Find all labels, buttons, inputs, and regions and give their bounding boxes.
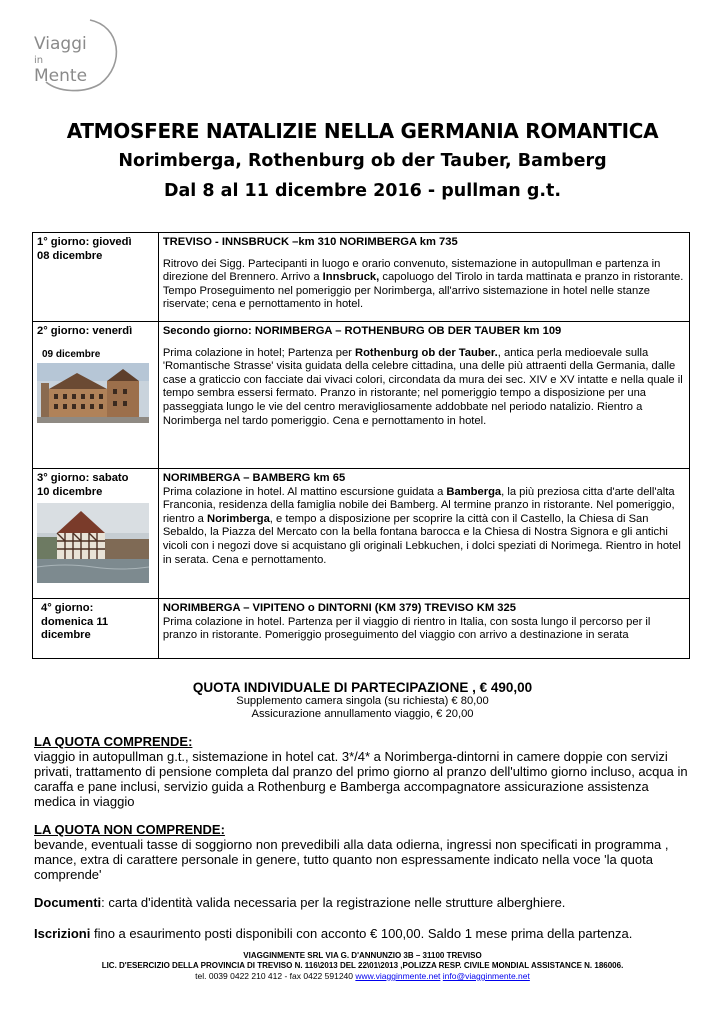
footer-address: VIAGGINMENTE SRL VIA G. D'ANNUNZIO 3B – 31100 TREVISO <box>243 951 482 960</box>
footer-phone-fax: tel. 0039 0422 210 412 - fax 0422 591240 <box>195 971 356 981</box>
price-title: QUOTA INDIVIDUALE DI PARTECIPAZIONE , € 490,00 <box>192 680 533 695</box>
day-heading: NORIMBERGA – BAMBERG km 65 <box>162 472 346 484</box>
itinerary-row <box>33 599 690 659</box>
logo-word-mente: Mente <box>34 66 88 86</box>
page-title: ATMOSFERE NATALIZIE NELLA GERMANIA ROMANTICA <box>66 119 659 143</box>
day-date: 08 dicembre <box>37 249 103 262</box>
day-date: domenica 11 dicembre <box>41 615 109 642</box>
day-label: 2° giorno: venerdì <box>37 325 133 337</box>
email-link[interactable]: info@viagginmente.net <box>442 971 530 981</box>
day-cell <box>33 233 159 322</box>
day-description <box>158 322 689 469</box>
day-heading: Secondo giorno: NORIMBERGA – ROTHENBURG OB DER TAUBER km 109 <box>162 325 562 337</box>
included-section <box>34 734 694 809</box>
website-link[interactable]: www.viagginmente.net <box>355 971 441 981</box>
cancellation-insurance: Assicurazione annullamento viaggio, € 20,00 <box>251 708 474 720</box>
day-date: 10 dicembre <box>37 485 103 498</box>
day-description <box>158 469 689 599</box>
bamberg-river-photo <box>37 503 149 583</box>
day-text: Prima colazione in hotel. Al mattino escursione guidata a Bamberga, la più preziosa citta d'arte dell'alta Franconia, residenza della famiglia nobile dei Bamberg. Al termine pranzo in ristorante. Nel pomeriggio, rientro a Norimberga, e tempo a disposizione per scoprire la città con il Castello, la Chiesa di San Sebaldo, la Piazza del Mercato con la bella fontana barocca e la Chiesa di Nostra Signora e gli antichi vicoli con i negozi dove si acquistano gli originali Lebkuchen, i dolci speziati di Norimega. Rientro in hotel in serata. Cena e pernottamento. <box>162 485 681 566</box>
footer-contacts <box>0 971 725 981</box>
day-cell <box>33 599 159 659</box>
day-cell <box>33 322 159 469</box>
itinerary-table <box>32 232 690 659</box>
logo-word-in: in <box>34 55 44 66</box>
footer-license: LIC. D'ESERCIZIO DELLA PROVINCIA DI TREVISO N. 116\2013 DEL 22\01\2013 ,POLIZZA RESP. CIVILE MONDIAL ASSISTANCE N. 186006. <box>101 961 624 970</box>
day-cell <box>33 469 159 599</box>
itinerary-row <box>33 322 690 469</box>
page-subtitle: Norimberga, Rothenburg ob der Tauber, Bamberg <box>118 151 607 171</box>
day-label: 1° giorno: giovedì <box>37 236 132 248</box>
included-heading: LA QUOTA COMPRENDE: <box>34 734 193 749</box>
day-heading: TREVISO - INNSBRUCK –km 310 NORIMBERGA km 735 <box>162 236 458 248</box>
registration-text: fino a esaurimento posti disponibili con acconto € 100,00. Saldo 1 mese prima della partenza. <box>90 926 633 941</box>
trip-dates: Dal 8 al 11 dicembre 2016 - pullman g.t. <box>163 181 562 201</box>
itinerary-row <box>33 233 690 322</box>
excluded-section <box>34 822 694 882</box>
day-description <box>158 599 689 659</box>
day-label: 4° giorno: <box>41 602 94 614</box>
documents-label: Documenti <box>34 895 102 910</box>
excluded-heading: LA QUOTA NON COMPRENDE: <box>34 822 225 837</box>
company-logo <box>28 14 128 94</box>
day-text: Ritrovo dei Sigg. Partecipanti in luogo e orario convenuto, sistemazione in autopullman e partenza in direzione del Brennero. Arrivo a Innsbruck, capoluogo del Tirolo in tarda mattinata e pranzo in ristorante. Tempo Proseguimento nel pomeriggio per Norimberga, all'arrivo sistemazione in hotel nelle stanze riservate; cena e pernottamento in hotel. <box>162 257 684 311</box>
excluded-text: bevande, eventuali tasse di soggiorno non prevedibili alla data odierna, ingressi non specificati in programma , mance, extra di carattere personale in genere, tutto quanto non espressamente indicato nella voce 'la quota comprende' <box>34 837 669 882</box>
day-date: 09 dicembre <box>42 348 101 360</box>
day-text: Prima colazione in hotel. Partenza per il viaggio di rientro in Italia, con sosta lungo il percorso per il pranzo in ristorante. Pomeriggio proseguimento del viaggio con arrivo a destinazione in serata <box>162 615 651 642</box>
day-heading: NORIMBERGA – VIPITENO o DINTORNI (KM 379) TREVISO KM 325 <box>162 602 516 614</box>
included-text: viaggio in autopullman g.t., sistemazione in hotel cat. 3*/4* a Norimberga-dintorni in camere doppie con servizi privati, trattamento di pensione completa dal pranzo del primo giorno al pranzo dell'ultimo giorno incluso, acqua in caraffa e pane inclusi, servizio guida a Rothenburg e Bamberga accompagnatore assicurazione assistenza medica in viaggio <box>34 749 688 809</box>
day-description <box>158 233 689 322</box>
registration-label: Iscrizioni <box>34 926 91 941</box>
single-room-supplement: Supplemento camera singola (su richiesta) € 80,00 <box>236 695 489 707</box>
logo-word-viaggi: Viaggi <box>34 34 87 54</box>
rothenburg-townhall-photo <box>37 363 149 423</box>
itinerary-row <box>33 469 690 599</box>
documents-text: : carta d'identità valida necessaria per la registrazione nelle strutture alberghiere. <box>101 895 566 910</box>
documents-note <box>34 895 694 910</box>
day-label: 3° giorno: sabato <box>37 472 129 484</box>
registration-note <box>34 926 694 941</box>
day-text: Prima colazione in hotel; Partenza per Rothenburg ob der Tauber., antica perla medioevale sulla 'Romantische Strasse' visita guidata della celebre cittadina, una delle più attraenti della Germania, dalle case a graticcio con facciate dai vivaci colori, circondata da mura dei sec. XIV e XV intatte e nella quale il tempo sembra essersi fermato. Pranzo in ristorante; nel pomeriggio tempo a disposizione per una passeggiata lungo le vie del centro meravigliosamente addobbate nel periodo natalizio. Rientro a Norimberga nel tardo pomeriggio. Cena e pernottamento in hotel. <box>162 346 683 427</box>
